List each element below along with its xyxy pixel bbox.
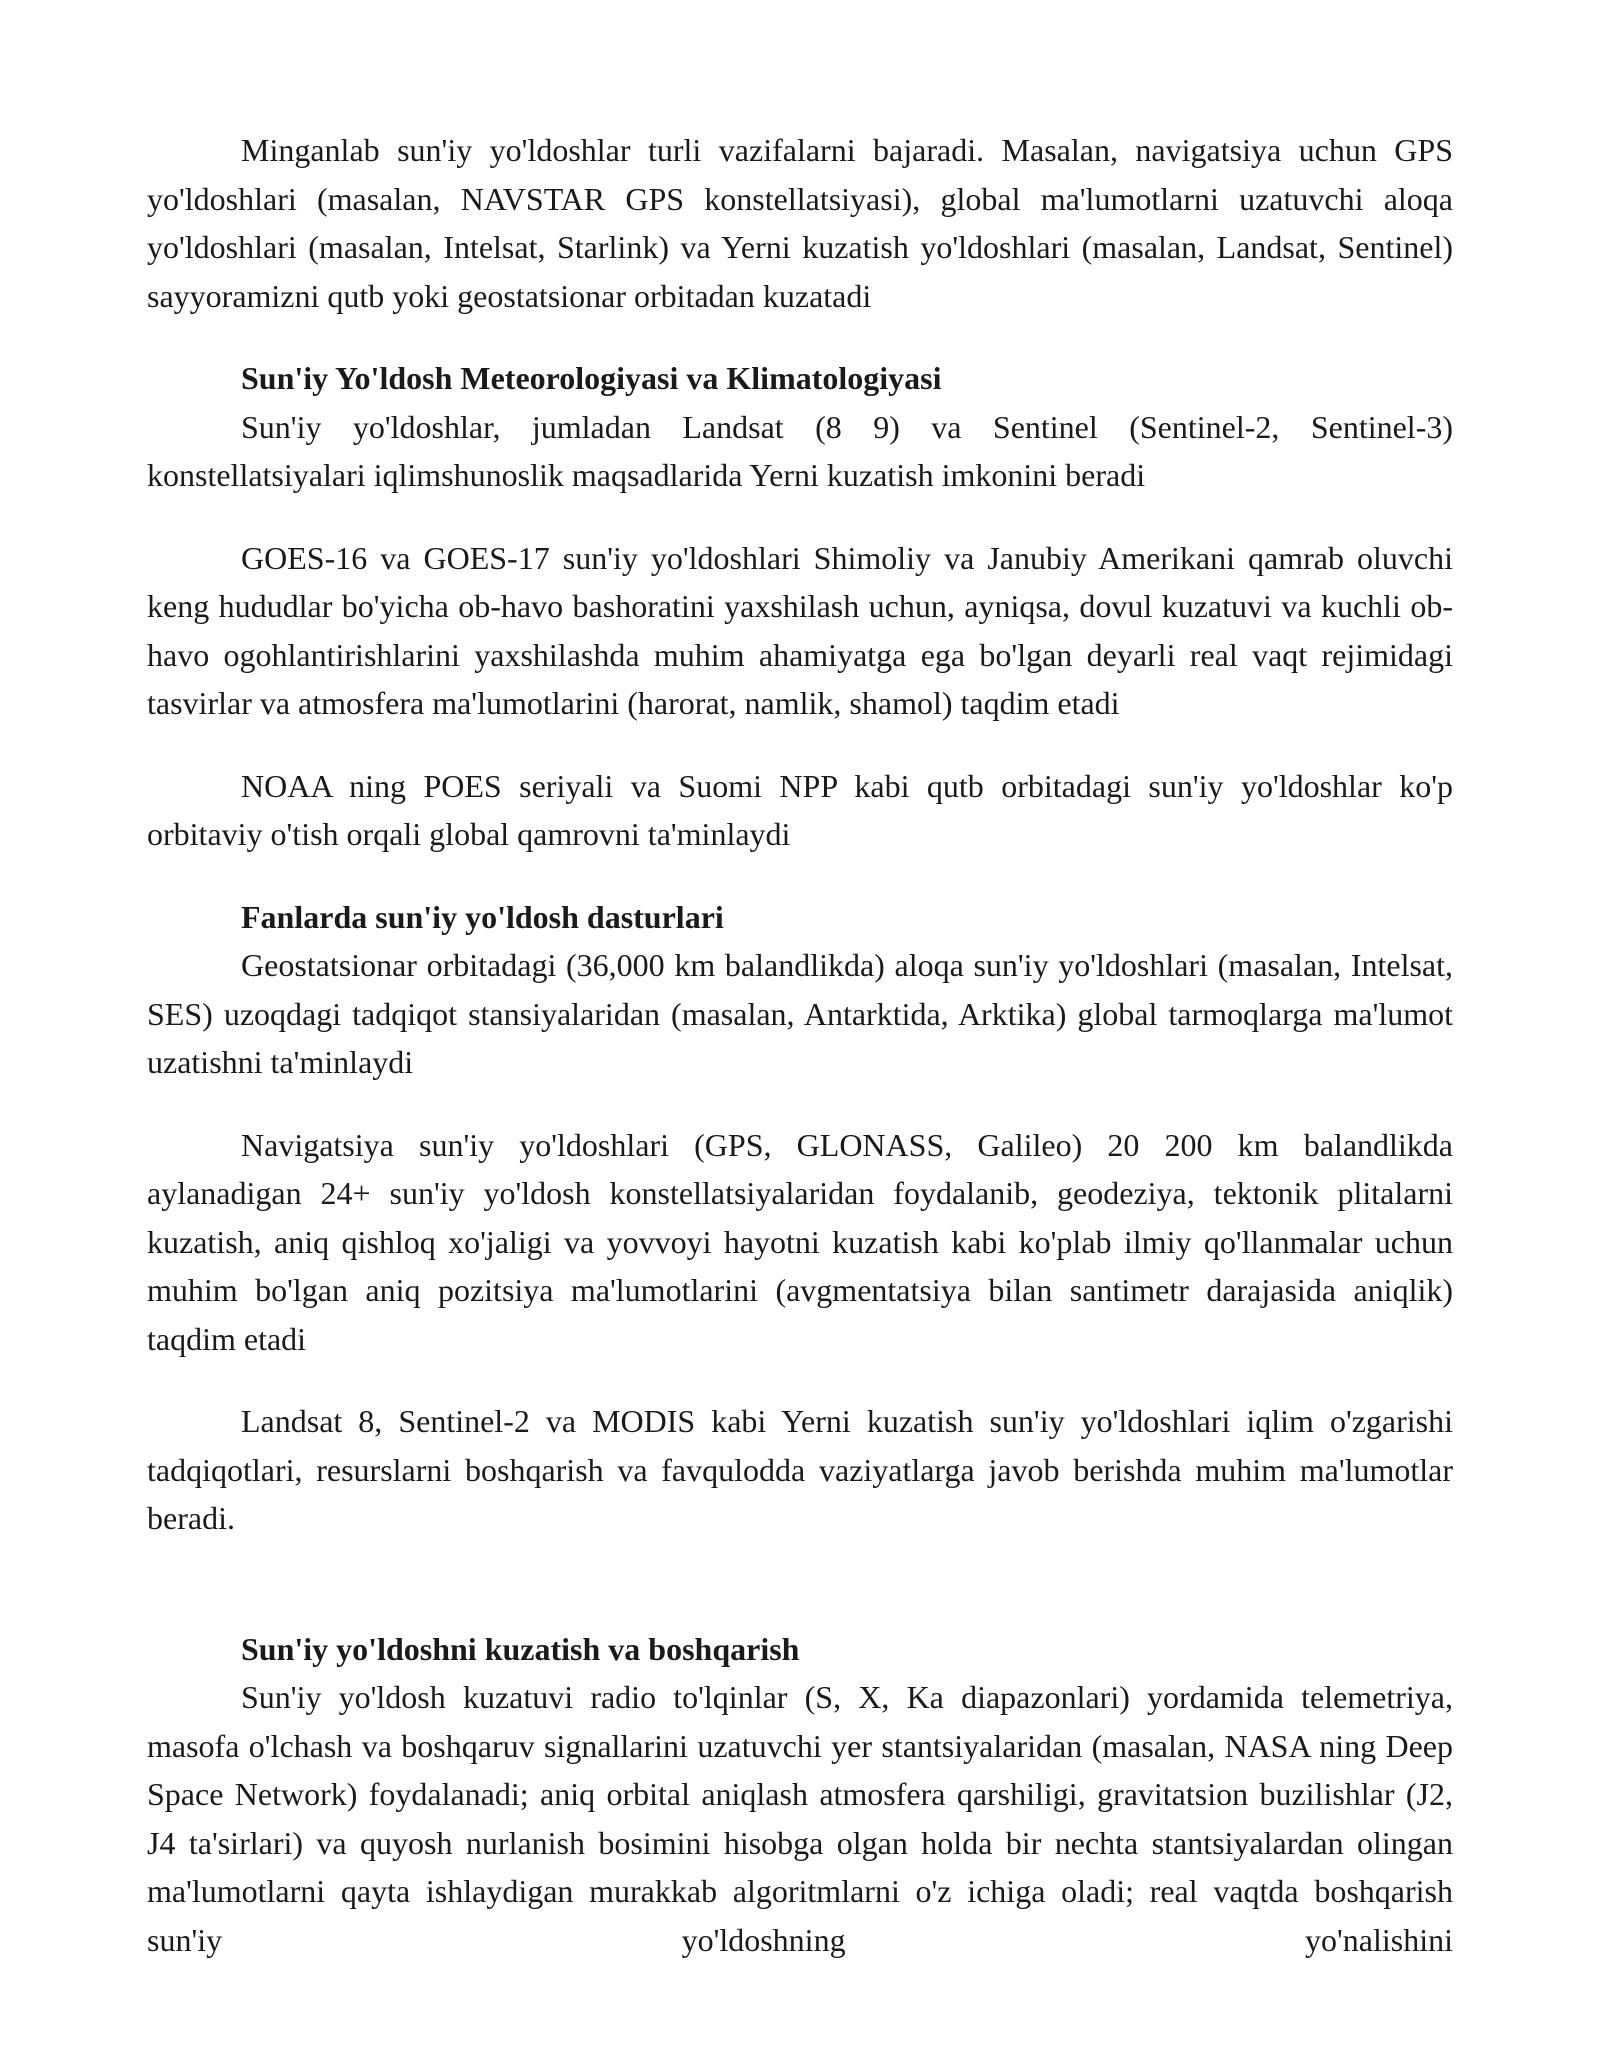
heading-science-programs: Fanlarda sun'iy yo'ldosh dasturlari	[241, 898, 724, 935]
heading-meteorology: Sun'iy Yo'ldosh Meteorologiyasi va Klimatologiyasi	[241, 360, 942, 396]
paragraph-navigation: Navigatsiya sun'iy yo'ldoshlari (GPS, GLONASS, Galileo) 20 200 km balandlikda aylanadigan 24+ sun'iy yo'ldosh konstellatsiyalaridan foydalanib, geodeziya, tektonik plitalarni kuzatish, aniq qishloq xo'jaligi va yovvoyi hayotni kuzatish kabi ko'plab ilmiy qo'llanmalar uchun muhim bo'lgan aniq pozitsiya ma'lumotlarini (avgmentatsiya bilan santimetr darajasida aniqlik) taqdim etadi	[147, 1126, 1453, 1357]
document-page	[147, 126, 1453, 1964]
paragraph-goes: GOES-16 va GOES-17 sun'iy yo'ldoshlari Shimoliy va Janubiy Amerikani qamrab oluvchi keng hududlar bo'yicha ob-havo bashoratini yaxshilash uchun, ayniqsa, dovul kuzatuvi va kuchli ob-havo ogohlantirishlarini yaxshilashda muhim ahamiyatga ega bo'lgan deyarli real vaqt rejimidagi tasvirlar va atmosfera ma'lumotlarini (harorat, namlik, shamol) taqdim etadi	[147, 539, 1453, 721]
paragraph-climate-observation: Sun'iy yo'ldoshlar, jumladan Landsat (8 9) va Sentinel (Sentinel-2, Sentinel-3) konstellatsiyalari iqlimshunoslik maqsadlarida Yerni kuzatish imkonini beradi	[147, 408, 1453, 493]
paragraph-satellite-tasks: Minganlab sun'iy yo'ldoshlar turli vazifalarni bajaradi. Masalan, navigatsiya uchun GPS yo'ldoshlari (masalan, NAVSTAR GPS konstellatsiyasi), global ma'lumotlarni uzatuvchi aloqa yo'ldoshlari (masalan, Intelsat, Starlink) va Yerni kuzatish yo'ldoshlari (masalan, Landsat, Sentinel) sayyoramizni qutb yoki geostatsionar orbitadan kuzatadi	[147, 132, 1453, 314]
paragraph-geostationary: Geostatsionar orbitadagi (36,000 km balandlikda) aloqa sun'iy yo'ldoshlari (masalan, Intelsat, SES) uzoqdagi tadqiqot stansiyalaridan (masalan, Antarktida, Arktika) global tarmoqlarga ma'lumot uzatishni ta'minlaydi	[147, 947, 1453, 1080]
paragraph-noaa: NOAA ning POES seriyali va Suomi NPP kabi qutb orbitadagi sun'iy yo'ldoshlar ko'p orbitaviy o'tish orqali global qamrovni ta'minlaydi	[147, 767, 1453, 852]
paragraph-earth-observation: Landsat 8, Sentinel-2 va MODIS kabi Yerni kuzatish sun'iy yo'ldoshlari iqlim o'zgarishi tadqiqotlari, resurslarni boshqarish va favqulodda vaziyatlarga javob berishda muhim ma'lumotlar beradi.	[147, 1403, 1453, 1536]
paragraph-tracking: Sun'iy yo'ldosh kuzatuvi radio to'lqinlar (S, X, Ka diapazonlari) yordamida telemetriya, masofa o'lchash va boshqaruv signallarini uzatuvchi yer stantsiyalaridan (masalan, NASA ning Deep Space Network) foydalanadi; aniq orbital aniqlash atmosfera qarshiligi, gravitatsion buzilishlar (J2, J4 ta'sirlari) va quyosh nurlanish bosimini hisobga olgan holda bir nechta stantsiyalardan olingan ma'lumotlarni qayta ishlaydigan murakkab algoritmlarni o'z ichiga oladi; real vaqtda boshqarish sun'iy yo'ldoshning yo'nalishini	[147, 1679, 1453, 1958]
heading-tracking-control: Sun'iy yo'ldoshni kuzatish va boshqarish	[241, 1630, 800, 1667]
